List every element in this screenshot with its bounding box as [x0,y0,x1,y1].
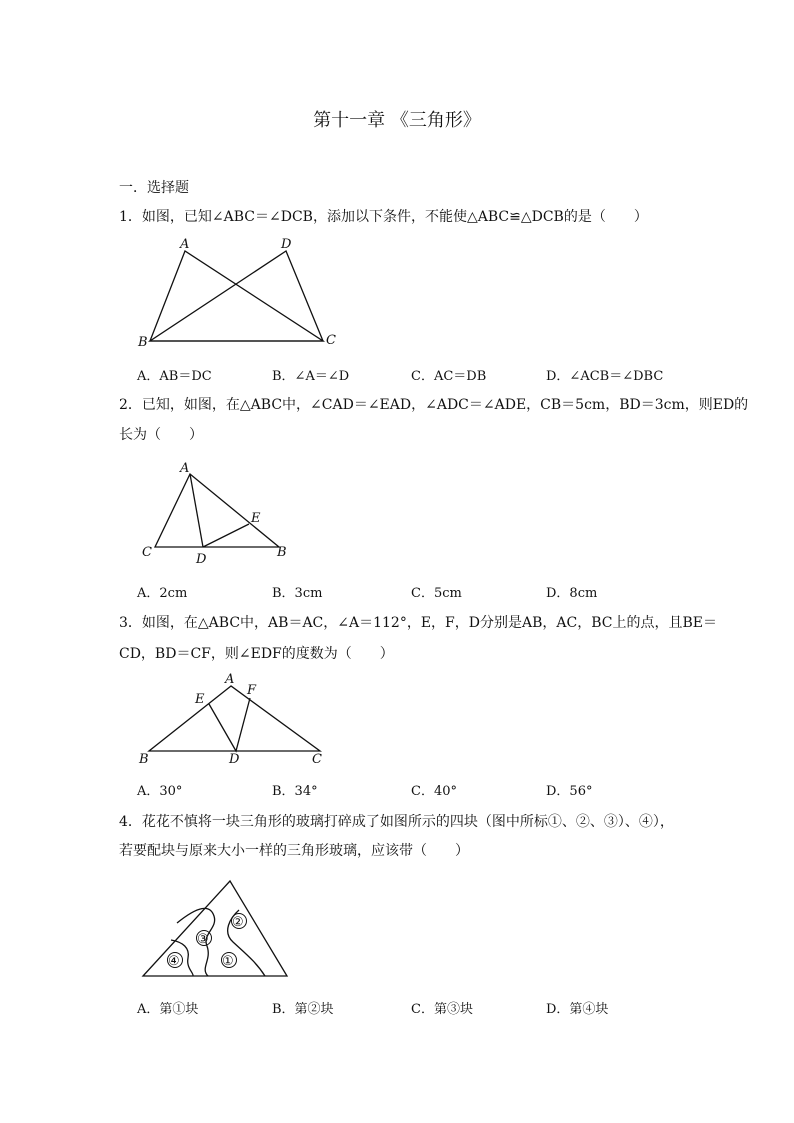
option-3d: D．56° [546,784,593,799]
glass-triangle [143,881,287,976]
label-c: C [326,333,336,348]
option-2a: A．2cm [137,586,188,601]
piece-2-label: ② [232,915,244,930]
option-1a: A．AB＝DC [137,369,212,384]
triangle-abc [149,686,320,751]
label-b: B [139,752,149,767]
question-3-figure [135,672,335,772]
option-4a: A．第①块 [137,1002,199,1017]
label-b: B [277,545,287,560]
option-4c: C．第③块 [411,1002,473,1017]
triangle-abc [150,251,323,341]
question-4-text-line1: 4．花花不慎将一块三角形的玻璃打碎成了如图所示的四块（图中所标①、②、③）、④）， [119,814,674,830]
label-b: B [138,335,148,350]
option-1c: C．AC＝DB [411,369,487,384]
option-2b: B．3cm [272,586,323,601]
label-a: A [180,461,190,476]
question-3-text-line2: CD，BD＝CF，则∠EDF的度数为（ ） [119,646,394,662]
question-2-text-line2: 长为（ ） [119,427,203,443]
label-c: C [312,752,322,767]
question-3-text-line1: 3．如图，在△ABC中，AB＝AC，∠A＝112°，E，F，D分别是AB，AC，BC上的点，且BE＝ [119,615,717,631]
piece-1-label: ① [222,954,234,969]
option-4d: D．第④块 [546,1002,609,1017]
option-2d: D．8cm [546,586,598,601]
option-3a: A．30° [137,784,183,799]
piece-4-label: ④ [168,954,180,969]
page-title: 第十一章 《三角形》 [313,110,481,131]
segments-ed-df [209,698,250,751]
label-e: E [195,692,205,707]
segment-ad [190,474,203,547]
question-1-figure [135,236,345,351]
label-f: F [247,683,257,698]
triangle-dcb [150,251,323,341]
label-e: E [251,511,261,526]
option-3c: C．40° [411,784,457,799]
question-2-figure [138,460,298,565]
option-1d: D．∠ACB＝∠DBC [546,369,664,384]
option-3b: B．34° [272,784,318,799]
section-heading: 一．选择题 [119,180,189,196]
label-a: A [225,672,235,687]
label-c: C [142,545,152,560]
question-2-text-line1: 2．已知，如图，在△ABC中，∠CAD＝∠EAD，∠ADC＝∠ADE，CB＝5cm，BD＝3cm，则ED的 [119,397,749,413]
segment-de [203,524,249,547]
question-4-text-line2: 若要配块与原来大小一样的三角形玻璃，应该带（ ） [119,843,469,859]
label-d: D [229,752,240,767]
option-4b: B．第②块 [272,1002,334,1017]
label-d: D [281,237,292,252]
option-2c: C．5cm [411,586,462,601]
piece-3-label: ③ [197,932,209,947]
question-1-text: 1．如图，已知∠ABC＝∠DCB，添加以下条件，不能使△ABC≌△DCB的是（ ） [119,209,648,225]
question-4-figure [138,876,293,981]
label-d: D [196,552,207,567]
label-a: A [180,237,190,252]
option-1b: B．∠A＝∠D [272,369,350,384]
